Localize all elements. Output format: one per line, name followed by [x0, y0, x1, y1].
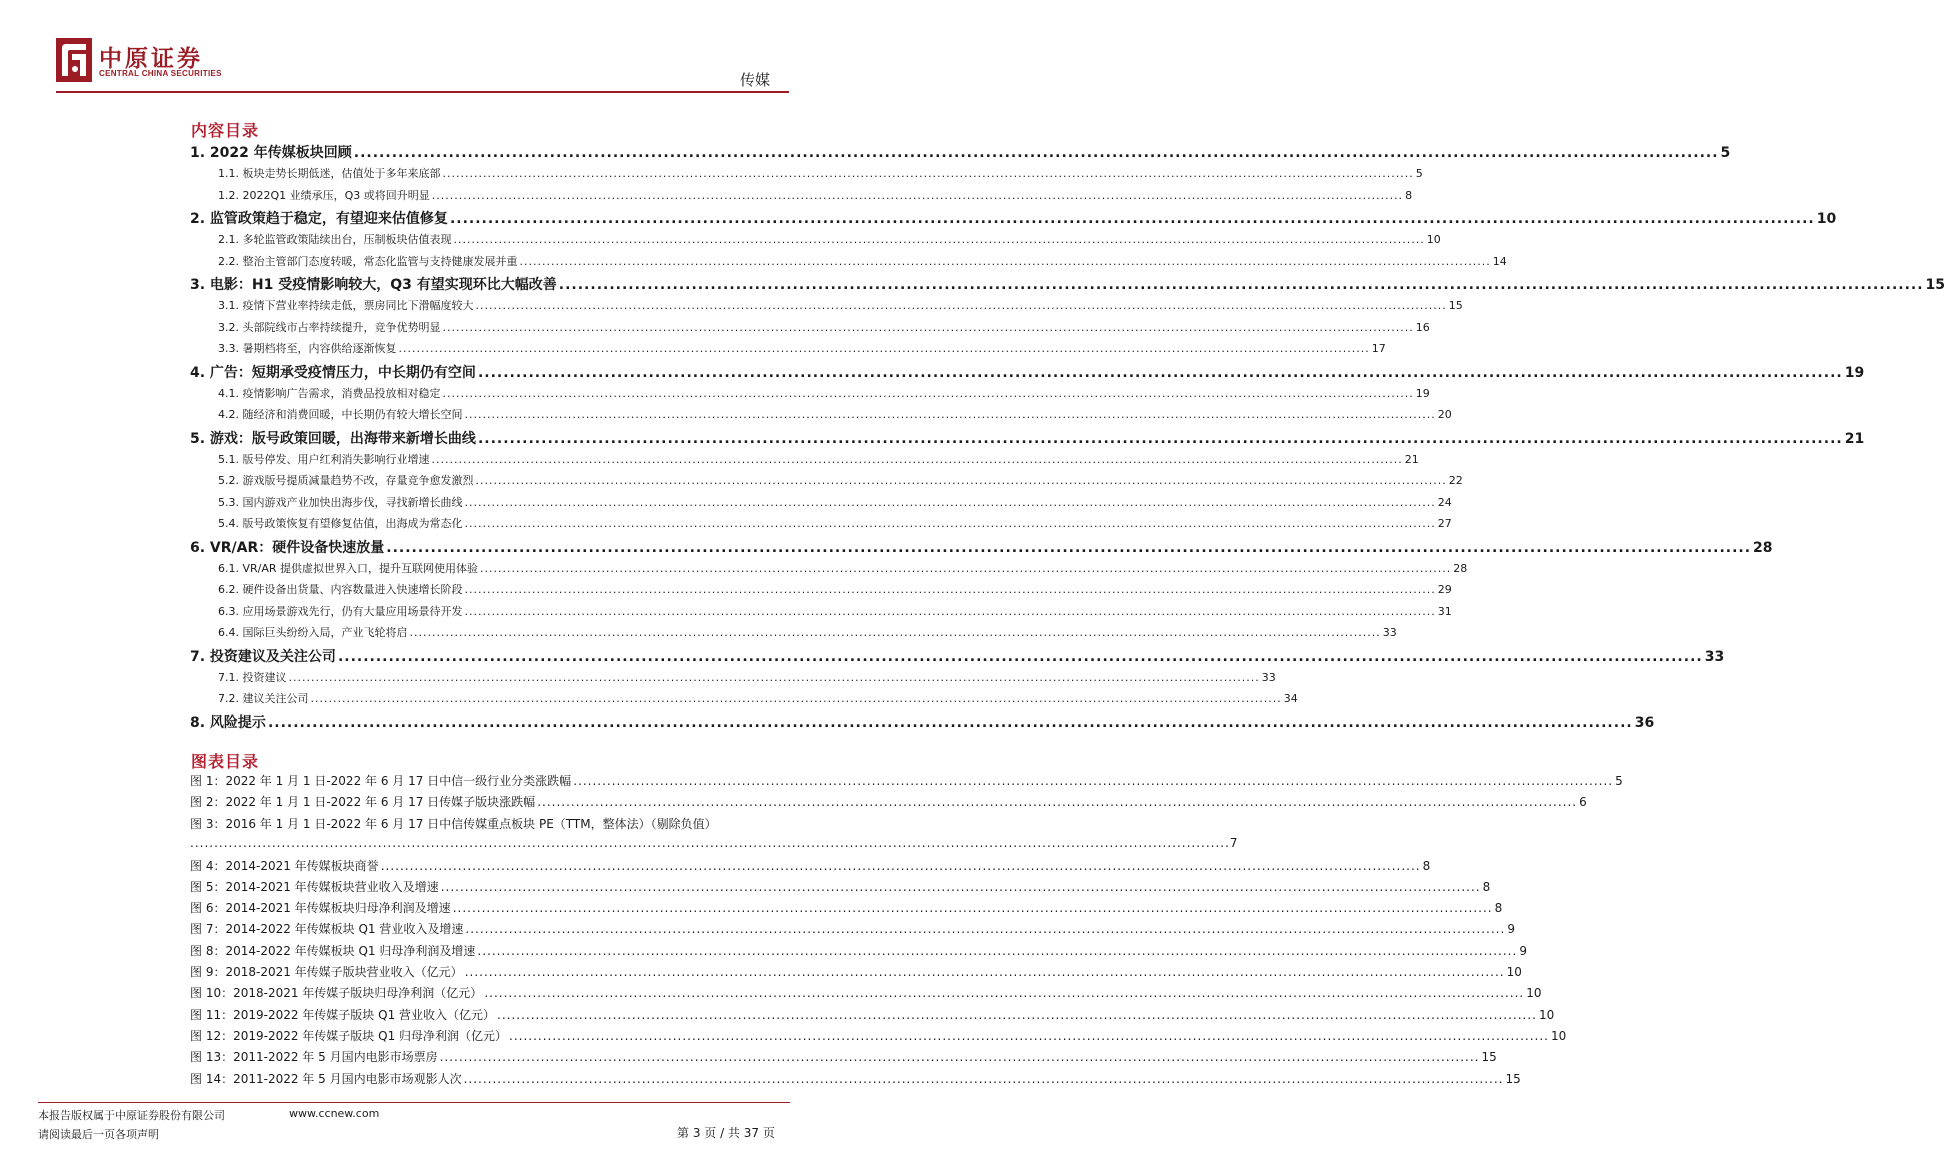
toc-leader	[443, 387, 1414, 400]
toc-entry-title: 5.3. 国内游戏产业加快出海步伐，寻找新增长曲线	[218, 495, 463, 509]
figure-leader	[190, 836, 1230, 857]
figure-entry-title: 图 7：2014-2022 年传媒板块 Q1 营业收入及增速	[190, 922, 464, 937]
toc-entry[interactable]	[190, 297, 1463, 319]
toc-entry-page: 10	[1426, 233, 1441, 246]
toc-entry-page: 19	[1415, 386, 1430, 400]
toc-entry-page: 5	[1415, 167, 1423, 180]
toc-entry-title: 6. VR/AR：硬件设备快速放量	[190, 539, 385, 556]
figure-leader	[497, 1008, 1537, 1022]
toc-entry-title: 7.2. 建议关注公司	[218, 692, 309, 705]
figure-entry-page: 10	[1526, 986, 1542, 1001]
toc-leader	[559, 277, 1924, 293]
toc-entry-title: 3. 电影：H1 受疫情影响较大，Q3 有望实现环比大幅改善	[190, 277, 557, 293]
toc-leader	[465, 605, 1436, 618]
toc-entry-title: 5.2. 游戏版号提质减量趋势不改，存量竞争愈发激烈	[218, 474, 474, 487]
toc-entry-page: 5	[1720, 145, 1731, 161]
page-header	[0, 0, 827, 96]
toc-entry-title: 6.3. 应用场景游戏先行，仍有大量应用场景待开发	[218, 604, 463, 618]
figure-entry-title: 图 1：2022 年 1 月 1 日-2022 年 6 月 17 日中信一级行业分类涨跌幅	[190, 774, 572, 788]
figure-entry-title: 图 13：2011-2022 年 5 月国内电影市场票房	[190, 1050, 438, 1065]
toc-leader	[454, 233, 1425, 246]
toc-leader	[311, 692, 1282, 705]
toc-leader	[386, 540, 1751, 556]
toc-entry[interactable]	[190, 712, 1655, 735]
footer-copyright: 本报告版权属于中原证券股份有限公司	[38, 1109, 225, 1122]
toc-leader	[268, 715, 1633, 731]
footer-divider	[38, 1102, 790, 1103]
toc-entry[interactable]	[190, 187, 1413, 209]
figure-entry-page: 10	[1550, 1028, 1567, 1043]
figure-entry-title: 图 4：2014-2021 年传媒板块商誉	[190, 858, 379, 873]
toc-leader	[520, 255, 1491, 268]
figure-entry[interactable]	[190, 942, 1527, 963]
figure-entry-title: 图 10：2018-2021 年传媒子版块归母净利润（亿元）	[190, 986, 483, 1001]
figure-entry-page: 8	[1482, 879, 1491, 894]
figure-entry[interactable]	[190, 878, 1491, 899]
toc-leader	[480, 562, 1451, 575]
figure-entry[interactable]	[190, 1027, 1567, 1048]
figure-entry[interactable]	[190, 772, 1623, 793]
toc-entry-title: 3.3. 暑期档将至，内容供给逐渐恢复	[218, 342, 397, 355]
toc-entry[interactable]	[190, 362, 1865, 385]
figure-entry-page: 9	[1507, 922, 1515, 937]
toc-entry-title: 2. 监管政策趋于稳定，有望迎来估值修复	[190, 211, 448, 227]
figure-entry[interactable]	[190, 1070, 1521, 1091]
figure-leader	[484, 986, 1524, 1000]
toc-title: 内容目录	[191, 121, 260, 140]
figure-leader	[440, 1050, 1480, 1064]
figure-entry[interactable]	[190, 815, 1238, 857]
toc-entry-title: 3.1. 疫情下营业率持续走低，票房同比下滑幅度较大	[218, 299, 474, 312]
toc-entry-title: 6.1. VR/AR 提供虚拟世界入口，提升互联网使用体验	[218, 561, 479, 575]
figure-leader	[464, 1072, 1504, 1086]
figure-leader	[465, 922, 1505, 936]
figure-entry[interactable]	[190, 1006, 1555, 1027]
figure-entry-page: 8	[1422, 858, 1431, 873]
figure-entry-page: 15	[1505, 1071, 1521, 1086]
toc-entry-page: 36	[1634, 714, 1655, 731]
toc-entry-page: 21	[1844, 430, 1865, 447]
figure-entry-title: 图 2：2022 年 1 月 1 日-2022 年 6 月 17 日传媒子版块涨跌幅	[190, 795, 536, 810]
header-divider	[56, 91, 789, 93]
figures-title: 图表目录	[191, 752, 260, 771]
toc-entry[interactable]	[190, 231, 1441, 253]
toc-entry-page: 31	[1437, 604, 1452, 618]
figure-entry-continuation	[190, 835, 1238, 857]
toc-entry-page: 15	[1925, 277, 1945, 293]
figures-list	[190, 772, 1623, 1091]
toc-entry[interactable]	[190, 274, 1945, 297]
figure-entry-title: 图 11：2019-2022 年传媒子版块 Q1 营业收入（亿元）	[190, 1007, 496, 1022]
toc-entry-title: 4.2. 随经济和消费回暖，中长期仍有较大增长空间	[218, 408, 463, 421]
toc-entry[interactable]	[190, 624, 1397, 646]
toc-leader	[478, 431, 1843, 447]
toc-leader	[465, 583, 1436, 596]
toc-entry[interactable]	[190, 646, 1725, 669]
toc-entry[interactable]	[190, 581, 1452, 603]
figure-leader	[573, 774, 1613, 788]
toc-entry[interactable]	[190, 451, 1419, 473]
toc-entry[interactable]	[190, 669, 1276, 691]
toc-entry-title: 6.2. 硬件设备出货量、内容数量进入快速增长阶段	[218, 583, 463, 596]
toc-entry-page: 17	[1371, 342, 1386, 355]
figure-entry-title: 图 3：2016 年 1 月 1 日-2022 年 6 月 17 日中信传媒重点板块 PE（TTM，整体法）（剔除负值）	[190, 816, 717, 831]
toc-entry-title: 6.4. 国际巨头纷纷入局，产业飞轮将启	[218, 626, 408, 639]
toc-entry[interactable]	[190, 165, 1423, 187]
toc-entry-title: 2.2. 整治主管部门态度转暖，常态化监管与支持健康发展并重	[218, 254, 518, 268]
figure-entry[interactable]	[190, 963, 1522, 984]
toc-leader	[289, 671, 1260, 684]
toc-leader	[476, 299, 1447, 312]
figure-leader	[465, 965, 1505, 979]
toc-entry-page: 19	[1844, 364, 1865, 381]
toc-leader	[465, 408, 1436, 421]
toc-entry-page: 24	[1437, 495, 1452, 509]
figure-leader	[477, 944, 1517, 958]
toc-entry-title: 1. 2022 年传媒板块回顾	[190, 145, 352, 161]
toc-entry[interactable]	[190, 319, 1430, 341]
toc-entry-page: 33	[1261, 670, 1276, 684]
toc-leader	[399, 342, 1370, 355]
figure-entry-page: 8	[1494, 901, 1503, 916]
figure-entry[interactable]	[190, 899, 1503, 920]
toc-entry-page: 14	[1492, 254, 1507, 268]
toc-leader	[432, 189, 1403, 202]
toc-entry[interactable]	[190, 208, 1837, 231]
toc-leader	[478, 365, 1843, 381]
page-number: 第 3 页 / 共 37 页	[677, 1126, 775, 1140]
toc-entry[interactable]	[190, 560, 1468, 582]
toc-entry-page: 21	[1404, 452, 1419, 466]
toc-entry[interactable]	[190, 428, 1865, 451]
toc-entry-page: 28	[1453, 561, 1468, 575]
toc-leader	[465, 496, 1436, 509]
figure-entry[interactable]	[190, 857, 1431, 878]
toc-entry-page: 34	[1283, 692, 1298, 705]
toc-entry[interactable]	[190, 603, 1452, 625]
toc-entry-title: 3.2. 头部院线市占率持续提升，竞争优势明显	[218, 320, 441, 334]
toc-leader	[476, 474, 1447, 487]
figure-entry-page: 9	[1519, 943, 1527, 958]
toc-entry-page: 28	[1753, 539, 1773, 556]
toc-leader	[410, 626, 1381, 639]
figure-leader	[509, 1029, 1549, 1043]
toc-entry[interactable]	[190, 142, 1731, 165]
logo-text-cn: 中原证券	[99, 46, 203, 72]
figure-entry-page: 10	[1538, 1007, 1555, 1022]
toc-entry-page: 29	[1437, 583, 1452, 596]
toc-entry[interactable]	[190, 472, 1463, 494]
toc-entry[interactable]	[190, 494, 1452, 516]
toc-entry-title: 5.1. 版号停发、用户红利消失影响行业增速	[218, 452, 430, 466]
toc-entry-title: 4. 广告：短期承受疫情压力，中长期仍有空间	[190, 364, 476, 381]
figure-entry-page: 7	[1229, 835, 1238, 850]
figure-entry-title: 图 9：2018-2021 年传媒子版块营业收入（亿元）	[190, 965, 463, 980]
figure-entry[interactable]	[190, 920, 1515, 941]
toc-entry[interactable]	[190, 515, 1452, 537]
toc-leader	[465, 517, 1436, 530]
logo-text-en: CENTRAL CHINA SECURITIES	[99, 69, 222, 78]
logo-icon	[56, 38, 92, 82]
toc-entry-page: 8	[1405, 188, 1413, 202]
figure-entry-page: 15	[1481, 1050, 1497, 1065]
toc-leader	[432, 453, 1403, 466]
section-label: 传媒	[739, 71, 770, 89]
toc-entry-page: 16	[1415, 320, 1430, 334]
toc-entry[interactable]	[190, 406, 1452, 428]
toc-entry-title: 5. 游戏：版号政策回暖，出海带来新增长曲线	[190, 430, 476, 447]
toc-entry-page: 33	[1382, 626, 1397, 639]
toc-entry-title: 1.1. 板块走势长期低迷，估值处于多年来底部	[218, 167, 441, 180]
figure-entry[interactable]	[190, 793, 1587, 814]
figure-leader	[537, 795, 1577, 809]
toc-entry-page: 15	[1448, 299, 1463, 312]
toc-leader	[354, 145, 1719, 161]
toc-entry-page: 10	[1816, 211, 1837, 227]
figure-entry-page: 5	[1615, 774, 1623, 788]
toc-leader	[338, 649, 1703, 665]
figure-leader	[453, 901, 1493, 915]
toc-entry-title: 5.4. 版号政策恢复有望修复估值，出海成为常态化	[218, 517, 463, 530]
toc-entry-page: 20	[1437, 408, 1452, 421]
toc-entry[interactable]	[190, 340, 1386, 362]
footer-disclaimer: 请阅读最后一页各项声明	[38, 1128, 159, 1141]
table-of-contents	[190, 142, 1945, 735]
figure-entry-title: 图 6：2014-2021 年传媒板块归母净利润及增速	[190, 901, 451, 916]
toc-entry-title: 2.1. 多轮监管政策陆续出台，压制板块估值表现	[218, 233, 452, 246]
toc-entry-page: 22	[1448, 474, 1463, 487]
figure-leader	[441, 880, 1481, 894]
toc-entry[interactable]	[190, 537, 1773, 560]
figure-entry[interactable]	[190, 984, 1542, 1005]
toc-leader	[443, 167, 1414, 180]
toc-leader	[450, 211, 1815, 227]
figure-entry[interactable]	[190, 1048, 1497, 1069]
toc-entry-page: 27	[1437, 517, 1452, 530]
footer-url[interactable]: www.ccnew.com	[289, 1107, 380, 1120]
toc-entry[interactable]	[190, 253, 1507, 275]
figure-leader	[381, 859, 1421, 873]
figure-entry-title: 图 12：2019-2022 年传媒子版块 Q1 归母净利润（亿元）	[190, 1028, 508, 1043]
figure-entry-page: 6	[1579, 795, 1587, 810]
toc-leader	[443, 321, 1414, 334]
figure-entry-title: 图 14：2011-2022 年 5 月国内电影市场观影人次	[190, 1071, 462, 1086]
figure-entry-page: 10	[1506, 965, 1522, 980]
toc-entry-title: 4.1. 疫情影响广告需求，消费品投放相对稳定	[218, 386, 441, 400]
toc-entry[interactable]	[190, 690, 1298, 712]
toc-entry-page: 33	[1704, 648, 1725, 665]
toc-entry-title: 8. 风险提示	[190, 714, 266, 731]
figure-entry-title: 图 5：2014-2021 年传媒板块营业收入及增速	[190, 879, 439, 894]
toc-entry-title: 7.1. 投资建议	[218, 670, 287, 684]
toc-entry-title: 1.2. 2022Q1 业绩承压，Q3 或将回升明显	[218, 188, 430, 202]
toc-entry[interactable]	[190, 385, 1430, 407]
toc-entry-title: 7. 投资建议及关注公司	[190, 648, 336, 665]
figure-entry-title: 图 8：2014-2022 年传媒板块 Q1 归母净利润及增速	[190, 943, 476, 958]
